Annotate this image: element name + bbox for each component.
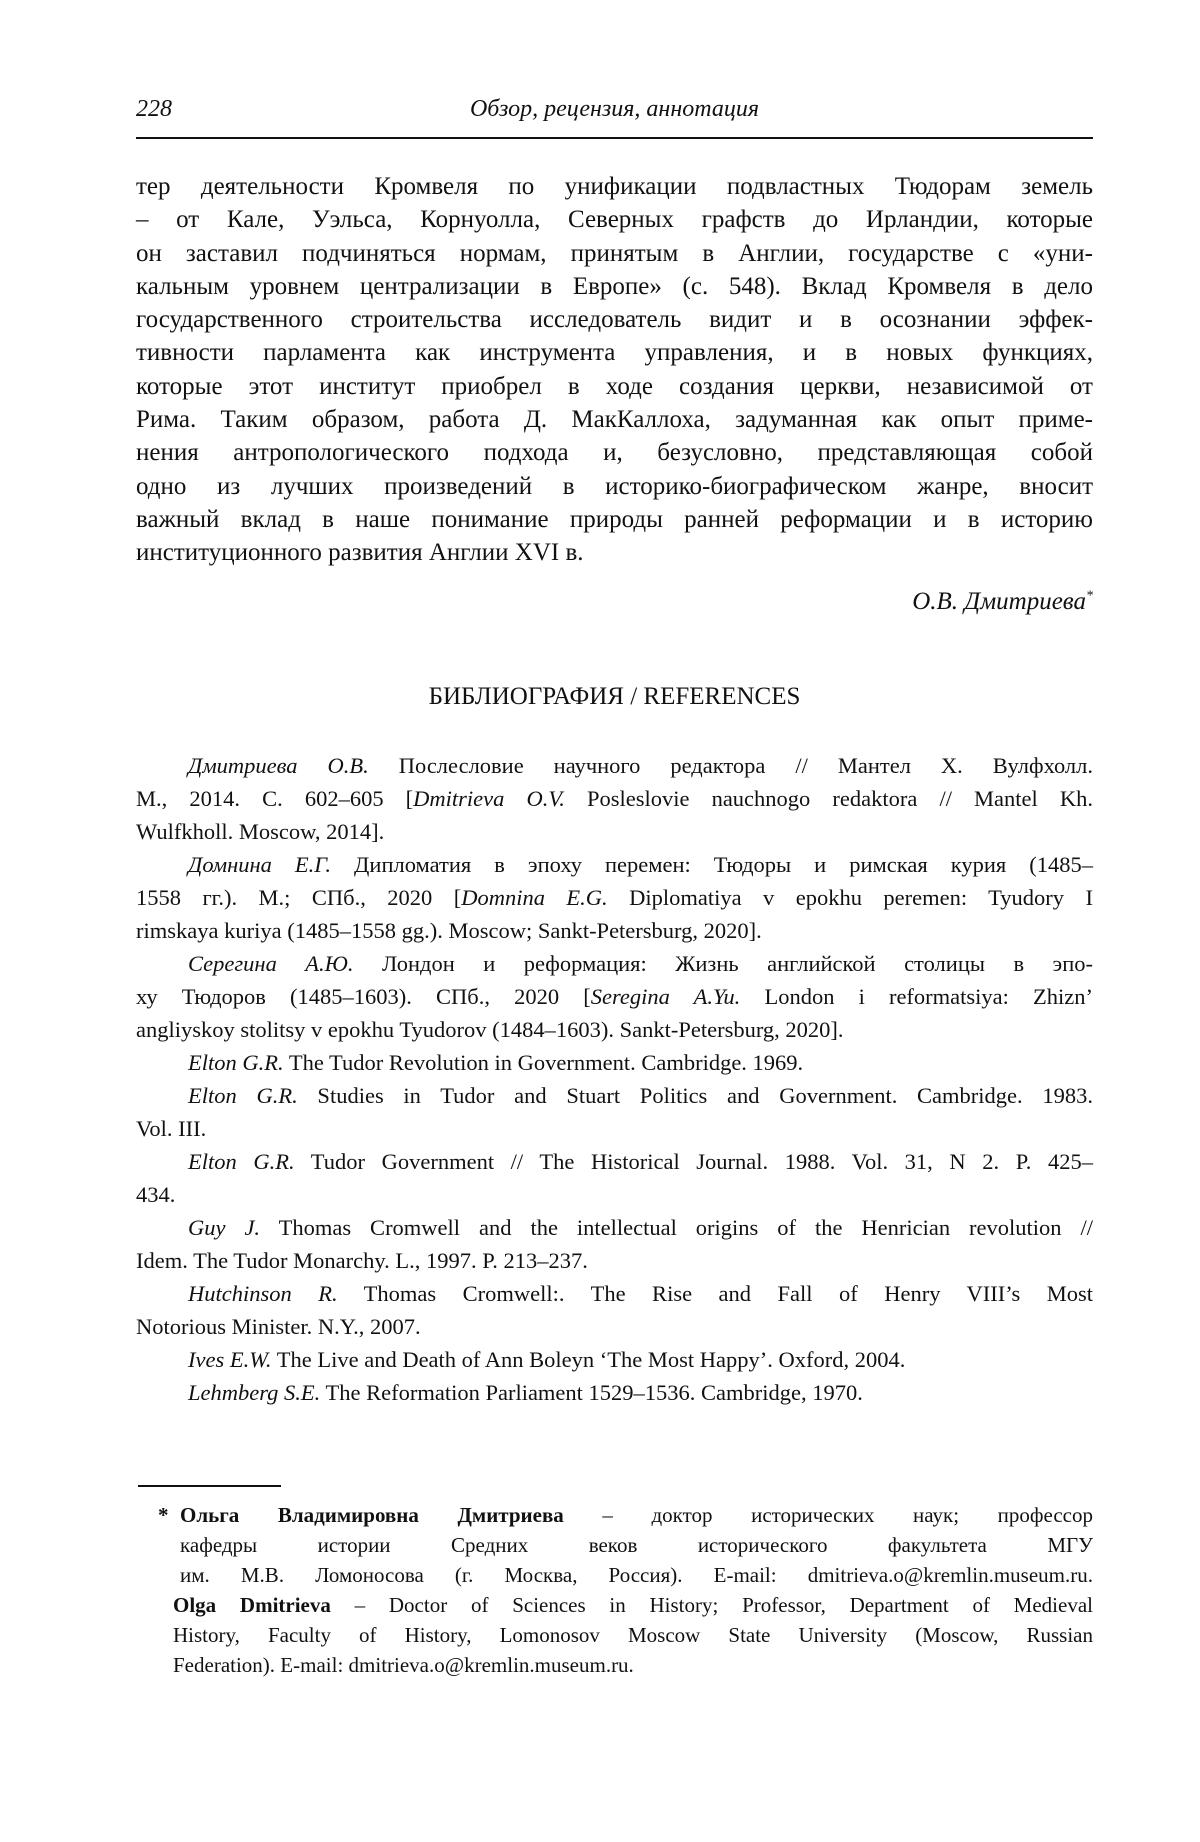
reference-text: Studies in Tudor and Stuart Politics and Government. Cambridge. 1983. bbox=[298, 1083, 1093, 1108]
reference-line bbox=[136, 1145, 1093, 1178]
running-title: Обзор, рецензия, аннотация bbox=[136, 96, 1093, 123]
footnote-text: – доктор исторических наук; профессор bbox=[564, 1503, 1093, 1527]
reference-item bbox=[136, 1079, 1093, 1145]
footnote-text: – Doctor of Sciences in History; Professor, Department of Medieval bbox=[331, 1593, 1093, 1617]
reference-author: Elton G.R. bbox=[188, 1050, 284, 1075]
reference-author: Domnina E.G. bbox=[461, 885, 607, 910]
reference-item bbox=[136, 1376, 1093, 1409]
bibliography-title: БИБЛИОГРАФИЯ / REFERENCES bbox=[136, 683, 1093, 711]
reference-list bbox=[136, 749, 1093, 1409]
reference-text: London i reformatsiya: Zhizn’ bbox=[740, 984, 1093, 1009]
footnote-rule bbox=[138, 1485, 281, 1487]
reference-author: Дмитриева О.В. bbox=[188, 753, 369, 778]
reference-text: М., 2014. С. 602–605 [ bbox=[136, 786, 413, 811]
reference-text: 434. bbox=[136, 1182, 175, 1207]
body-line: государственного строительства исследователь видит и в осознании эффек- bbox=[136, 303, 1093, 336]
footnote-line bbox=[180, 1530, 1093, 1560]
reference-author: Guy J. bbox=[188, 1215, 260, 1240]
reference-line bbox=[136, 749, 1093, 782]
reference-text: The Reformation Parliament 1529–1536. Cambridge, 1970. bbox=[320, 1380, 863, 1405]
reference-text: Wulfkholl. Moscow, 2014]. bbox=[136, 819, 384, 844]
reference-item bbox=[136, 947, 1093, 1046]
reference-item bbox=[136, 1145, 1093, 1211]
reference-author: Elton G.R. bbox=[188, 1083, 298, 1108]
reference-item bbox=[136, 848, 1093, 947]
author-footnote bbox=[180, 1500, 1093, 1680]
reference-author: Elton G.R. bbox=[188, 1149, 295, 1174]
reference-item bbox=[136, 1211, 1093, 1277]
reference-text: Дипломатия в эпоху перемен: Тюдоры и римская курия (1485– bbox=[331, 852, 1093, 877]
footnote-line bbox=[173, 1650, 1093, 1680]
reference-line bbox=[136, 1244, 1093, 1277]
reference-line bbox=[136, 881, 1093, 914]
footnote-text: Federation). E-mail: dmitrieva.o@kremlin.museum.ru. bbox=[173, 1653, 634, 1677]
reference-line bbox=[136, 848, 1093, 881]
footnote-line bbox=[180, 1500, 1093, 1530]
reference-author: Lehmberg S.E. bbox=[188, 1380, 320, 1405]
reference-line bbox=[136, 980, 1093, 1013]
body-line: важный вклад в наше понимание природы ранней реформации и в историю bbox=[136, 503, 1093, 536]
reference-text: Thomas Cromwell:. The Rise and Fall of Henry VIII’s Most bbox=[338, 1281, 1093, 1306]
body-line: тивности парламента как инструмента управления, и в новых функциях, bbox=[136, 336, 1093, 369]
body-line: Рима. Таким образом, работа Д. МакКаллоха, задуманная как опыт приме- bbox=[136, 403, 1093, 436]
reference-line bbox=[136, 1376, 1093, 1409]
body-line: – от Кале, Уэльса, Корнуолла, Северных графств до Ирландии, которые bbox=[136, 203, 1093, 236]
reference-line bbox=[136, 1343, 1093, 1376]
signature-name: О.В. Дмитриева bbox=[912, 588, 1086, 615]
reference-item bbox=[136, 1046, 1093, 1079]
footnote-mark: * bbox=[158, 1500, 180, 1530]
footnote-author-name: Ольга Владимировна Дмитриева bbox=[180, 1503, 564, 1527]
header-rule bbox=[136, 137, 1093, 139]
reference-line bbox=[136, 1178, 1093, 1211]
reference-text: The Tudor Revolution in Government. Cambridge. 1969. bbox=[284, 1050, 804, 1075]
reference-text: 1558 гг.). М.; СПб., 2020 [ bbox=[136, 885, 461, 910]
reference-line bbox=[136, 1211, 1093, 1244]
footnote-text: кафедры истории Средних веков исторического факультета МГУ bbox=[180, 1533, 1093, 1557]
reference-text: Idem. The Tudor Monarchy. L., 1997. P. 213–237. bbox=[136, 1248, 588, 1273]
reference-line bbox=[136, 1112, 1093, 1145]
reference-item bbox=[136, 1277, 1093, 1343]
reference-author: Серегина А.Ю. bbox=[188, 951, 354, 976]
body-line: которые этот институт приобрел в ходе создания церкви, независимой от bbox=[136, 370, 1093, 403]
reference-item bbox=[136, 1343, 1093, 1376]
reference-line bbox=[136, 1013, 1093, 1046]
reference-line bbox=[136, 1079, 1093, 1112]
reference-text: Послесловие научного редактора // Мантел Х. Вулфхолл. bbox=[369, 753, 1093, 778]
footnote-line bbox=[180, 1560, 1093, 1590]
page-number: 228 bbox=[136, 96, 172, 123]
reference-line bbox=[136, 782, 1093, 815]
body-text bbox=[136, 170, 1093, 570]
body-line: он заставил подчиняться нормам, принятым в Англии, государстве с «уни- bbox=[136, 237, 1093, 270]
reference-author: Seregina A.Yu. bbox=[591, 984, 741, 1009]
reference-author: Домнина Е.Г. bbox=[188, 852, 331, 877]
reference-text: Notorious Minister. N.Y., 2007. bbox=[136, 1314, 421, 1339]
footnote-text: History, Faculty of History, Lomonosov Moscow State University (Moscow, Russian bbox=[173, 1623, 1093, 1647]
author-signature bbox=[136, 588, 1093, 616]
footnote-line bbox=[173, 1620, 1093, 1650]
reference-text: Vol. III. bbox=[136, 1116, 206, 1141]
reference-author: Dmitrieva O.V. bbox=[413, 786, 565, 811]
body-line: кальным уровнем централизации в Европе» (с. 548). Вклад Кромвеля в дело bbox=[136, 270, 1093, 303]
reference-line bbox=[136, 815, 1093, 848]
body-line: тер деятельности Кромвеля по унификации подвластных Тюдорам земель bbox=[136, 170, 1093, 203]
body-line: институционного развития Англии XVI в. bbox=[136, 536, 1093, 569]
reference-text: Posleslovie nauchnogo redaktora // Mantel Kh. bbox=[565, 786, 1093, 811]
reference-text: Thomas Cromwell and the intellectual origins of the Henrician revolution // bbox=[260, 1215, 1093, 1240]
reference-item bbox=[136, 749, 1093, 848]
reference-text: rimskaya kuriya (1485–1558 gg.). Moscow; Sankt-Petersburg, 2020]. bbox=[136, 918, 762, 943]
footnote-author-name: Olga Dmitrieva bbox=[173, 1593, 331, 1617]
reference-line bbox=[136, 1310, 1093, 1343]
reference-line bbox=[136, 1277, 1093, 1310]
reference-author: Ives E.W. bbox=[188, 1347, 272, 1372]
reference-line bbox=[136, 947, 1093, 980]
reference-text: ху Тюдоров (1485–1603). СПб., 2020 [ bbox=[136, 984, 591, 1009]
reference-text: The Live and Death of Ann Boleyn ‘The Most Happy’. Oxford, 2004. bbox=[272, 1347, 906, 1372]
reference-text: Diplomatiya v epokhu peremen: Tyudory I bbox=[608, 885, 1093, 910]
body-line: нения антропологического подхода и, безусловно, представляющая собой bbox=[136, 436, 1093, 469]
signature-footnote-mark: * bbox=[1086, 589, 1093, 604]
reference-text: Tudor Government // The Historical Journal. 1988. Vol. 31, N 2. P. 425– bbox=[295, 1149, 1093, 1174]
footnote-line bbox=[173, 1590, 1093, 1620]
reference-author: Hutchinson R. bbox=[188, 1281, 338, 1306]
body-line: одно из лучших произведений в историко-биографическом жанре, вносит bbox=[136, 470, 1093, 503]
footnote-text: им. М.В. Ломоносова (г. Москва, Россия). E-mail: dmitrieva.o@kremlin.museum.ru. bbox=[180, 1563, 1093, 1587]
reference-line bbox=[136, 914, 1093, 947]
reference-text: Лондон и реформация: Жизнь английской столицы в эпо- bbox=[354, 951, 1093, 976]
reference-text: angliyskoy stolitsy v epokhu Tyudorov (1484–1603). Sankt-Petersburg, 2020]. bbox=[136, 1017, 844, 1042]
reference-line bbox=[136, 1046, 1093, 1079]
page-header bbox=[136, 96, 1093, 132]
